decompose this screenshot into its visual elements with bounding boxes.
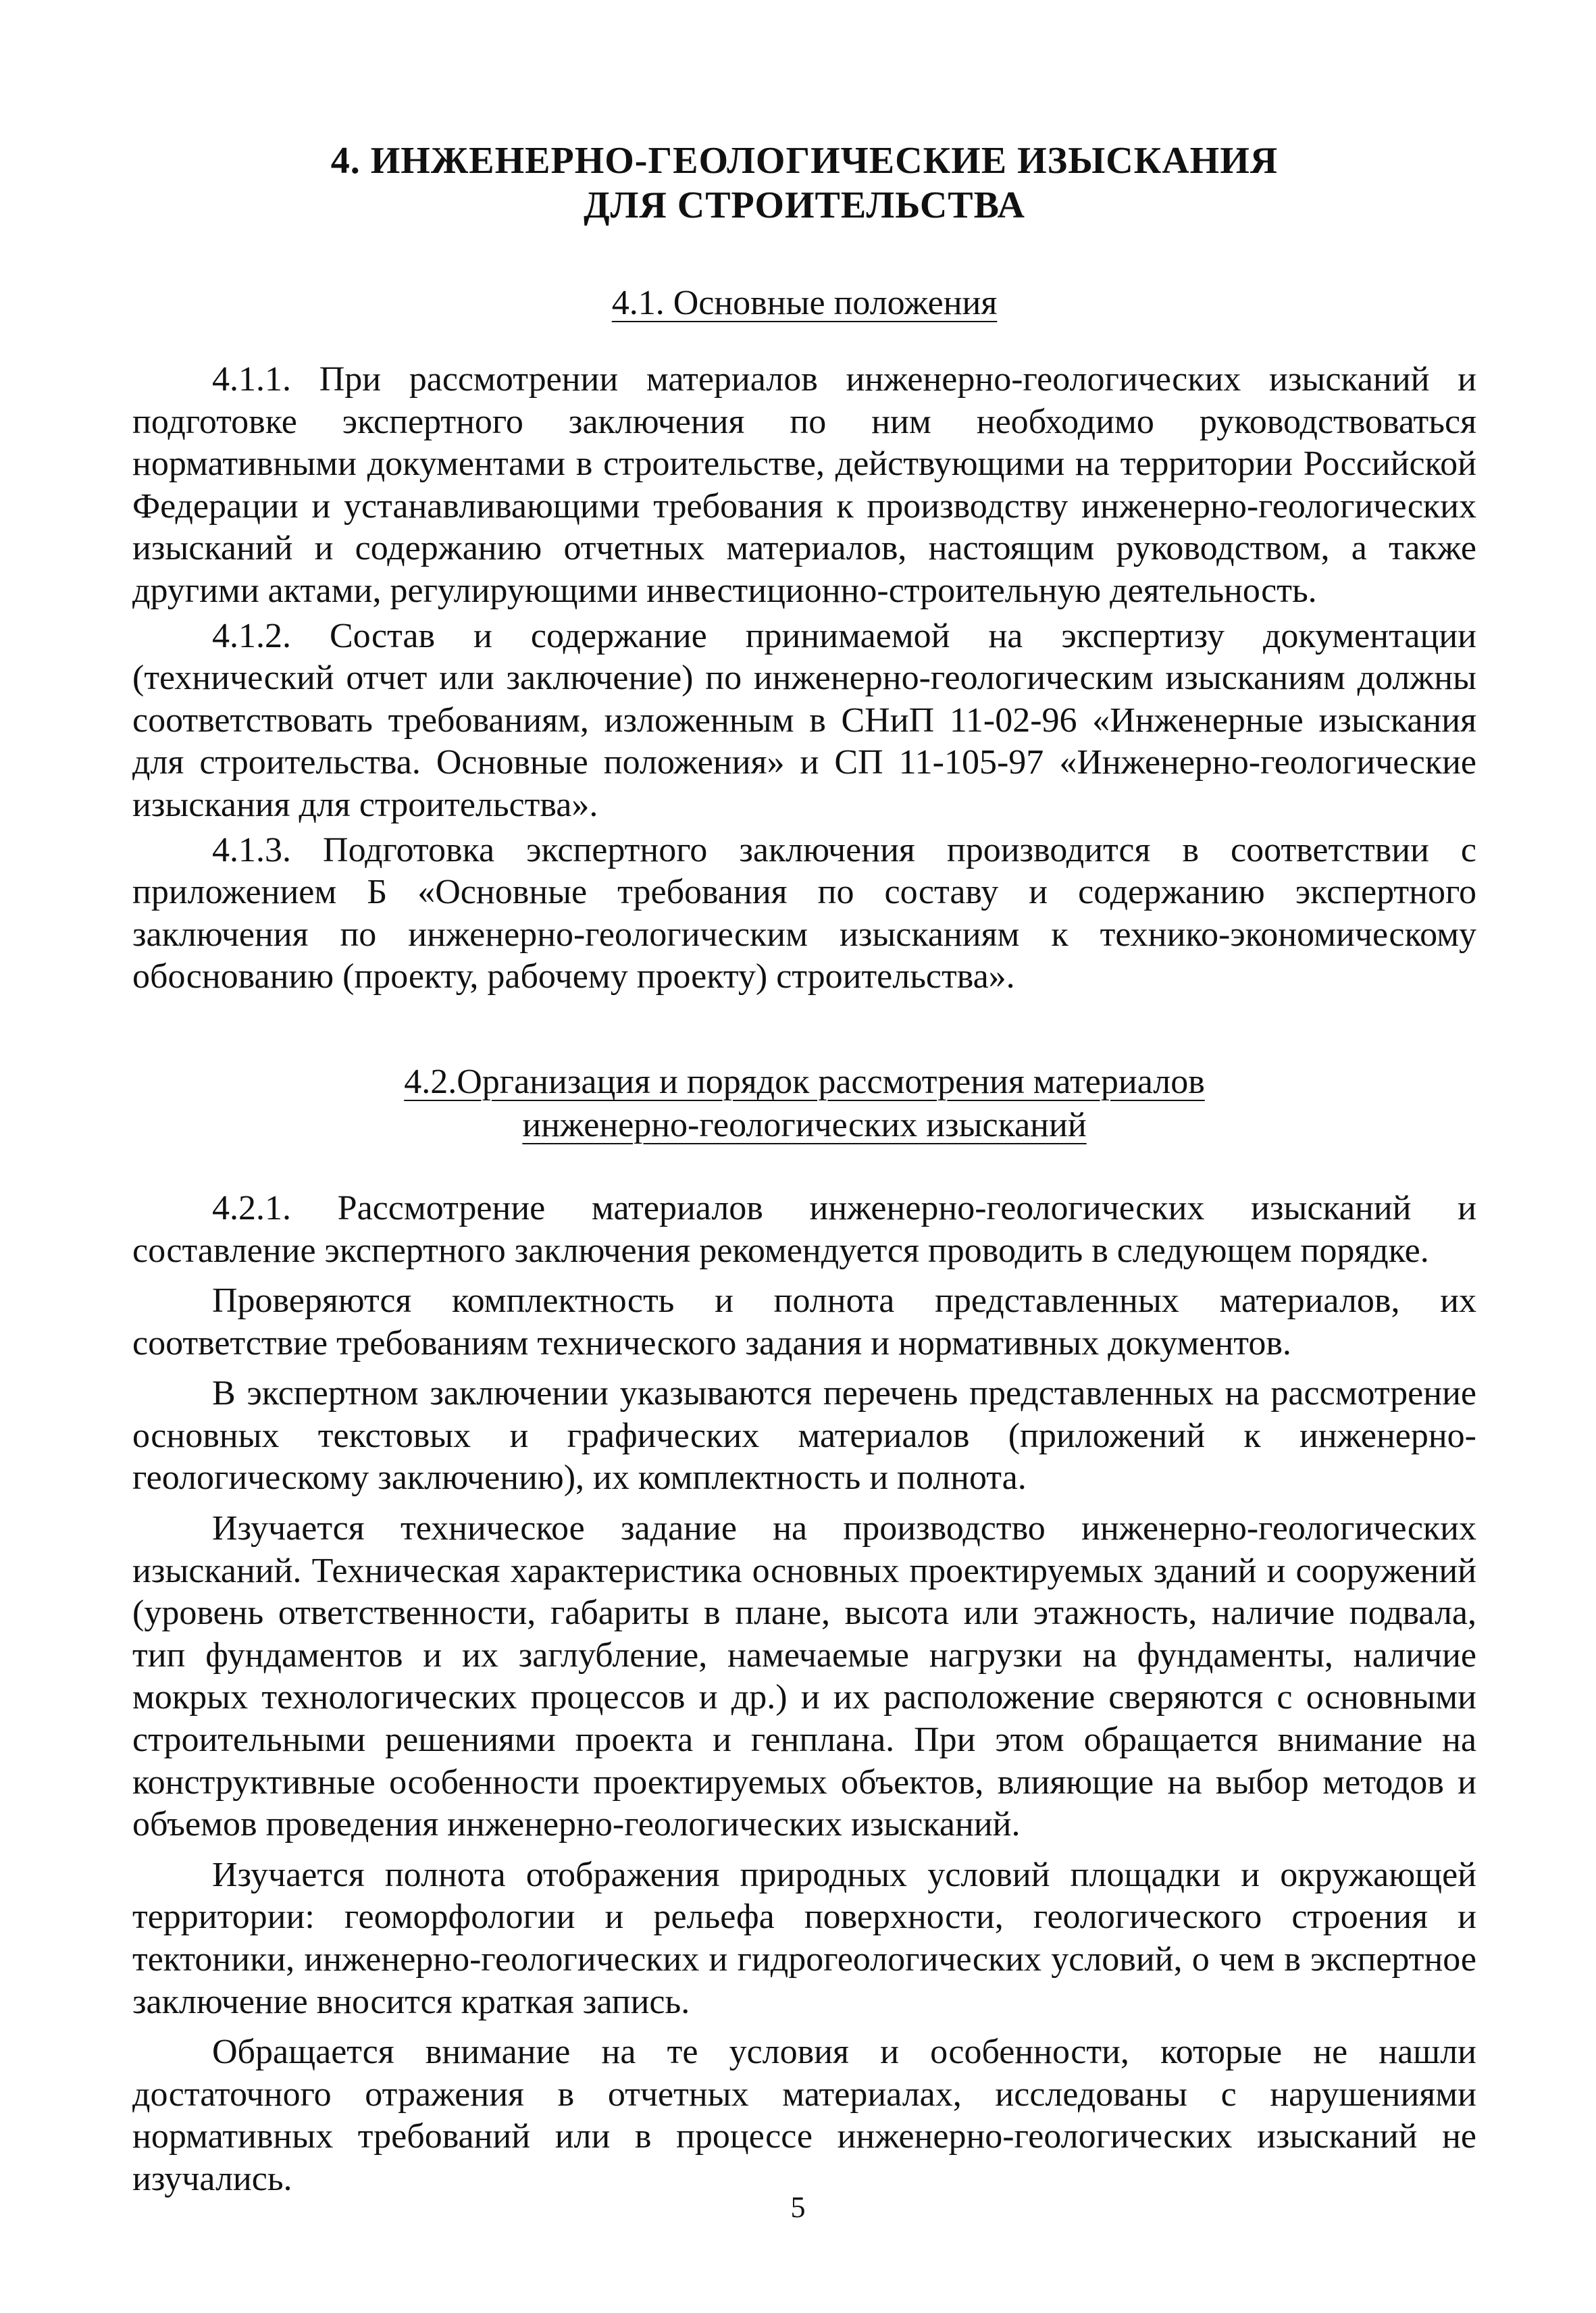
paragraph-insufficient-conditions: Обращается внимание на те условия и особенности, которые не нашли достаточного отражения в отчетных материалах, исследованы с нарушениями нормативных требований или в процессе инженерно-геологических изысканий не изучались. xyxy=(132,2033,1476,2198)
paragraph-4-2-1: 4.2.1. Рассмотрение материалов инженерно-геологических изысканий и составление экспертного заключения рекомендуется проводить в следующем порядке. xyxy=(132,1188,1476,1270)
section-2-heading-line-1: 4.2.Организация и порядок рассмотрения материалов xyxy=(404,1062,1205,1101)
section-1 xyxy=(132,282,1476,998)
chapter-title xyxy=(132,138,1476,228)
paragraph-technical-assignment: Изучается техническое задание на производство инженерно-геологических изысканий. Техническая характеристика основных проектируемых зданий и сооружений (уровень ответственности, габариты в плане, высота или этажность, наличие подвала, тип фундаментов и их заглубление, намечаемые нагрузки на фундаменты, наличие мокрых технологических процессов и др.) и их расположение сверяются с основными строительными решениями проекта и генплана. При этом обращается внимание на конструктивные особенности проектируемых объектов, влияющие на выбор методов и объемов проведения инженерно-геологических изысканий. xyxy=(132,1509,1476,1844)
page-number: 5 xyxy=(790,2191,806,2224)
paragraph-completeness-check: Проверяются комплектность и полнота представленных материалов, их соответствие требованиям технического задания и нормативных документов. xyxy=(132,1281,1476,1363)
paragraph-materials-list: В экспертном заключении указываются перечень представленных на рассмотрение основных текстовых и графических материалов (приложений к инженерно-геологическому заключению), их комплектность и полнота. xyxy=(132,1374,1476,1498)
section-2-heading-line-2: инженерно-геологических изысканий xyxy=(522,1105,1087,1144)
paragraph-4-1-3: 4.1.3. Подготовка экспертного заключения производится в соответствии с приложением Б «Основные требования по составу и содержанию экспертного заключения по инженерно-геологическим изысканиям к технико-экономическому обоснованию (проекту, рабочему проекту) строительства». xyxy=(132,830,1476,996)
section-2 xyxy=(132,1061,1476,2201)
document-page xyxy=(132,138,1476,2201)
paragraph-4-1-1: 4.1.1. При рассмотрении материалов инженерно-геологических изысканий и подготовке экспертного заключения по ним необходимо руководствоваться нормативными документами в строительстве, действующими на территории Российской Федерации и устанавливающими требования к производству инженерно-геологических изысканий и содержанию отчетных материалов, настоящим руководством, а также другими актами, регулирующими инвестиционно-строительную деятельность. xyxy=(132,360,1476,610)
section-1-heading xyxy=(132,282,1476,325)
section-1-heading-text: 4.1. Основные положения xyxy=(611,284,998,322)
section-2-heading xyxy=(132,1061,1476,1147)
chapter-title-line-2: ДЛЯ СТРОИТЕЛЬСТВА xyxy=(584,184,1025,226)
chapter-title-line-1: 4. ИНЖЕНЕРНО-ГЕОЛОГИЧЕСКИЕ ИЗЫСКАНИЯ xyxy=(330,140,1279,182)
paragraph-4-1-2: 4.1.2. Состав и содержание принимаемой на экспертизу документации (технический отчет или заключение) по инженерно-геологическим изысканиям должны соответствовать требованиям, изложенным в СНиП 11-02-96 «Инженерные изыскания для строительства. Основные положения» и СП 11-105-97 «Инженерно-геологические изыскания для строительства». xyxy=(132,616,1476,824)
paragraph-natural-conditions: Изучается полнота отображения природных условий площадки и окружающей территории: геоморфологии и рельефа поверхности, геологического строения и тектоники, инженерно-геологических и гидрогеологических условий, о чем в экспертное заключение вносится краткая запись. xyxy=(132,1855,1476,2021)
